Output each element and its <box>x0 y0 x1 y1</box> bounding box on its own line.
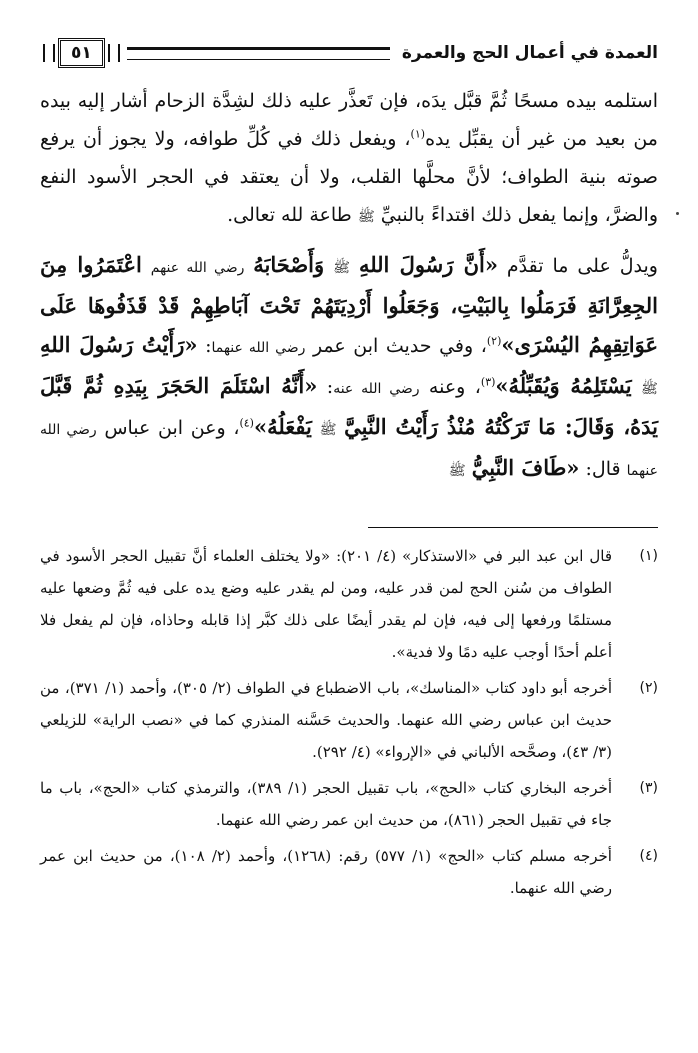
book-title: العمدة في أعمال الحج والعمرة <box>401 43 658 63</box>
paragraph-1 <box>40 82 658 236</box>
main-text <box>40 82 658 490</box>
running-header <box>40 38 658 68</box>
footnote-text: قال ابن عبد البر في «الاستذكار» (٤/ ٢٠١): «ولا يختلف العلماء أنَّ تقبيل الحجر الأسود في الطواف من سُنن الحج لمن قدر عليه، ومن لم يقدر عليه وضع يده على فيه ثُمَّ وضعها عليه مستلمًا ورفعها إلى فيه، فإن لم يقدر أيضًا على ذلك كبَّر إذا قابله وحاذاه، فإن لم يفعل فلا أعلم أحدًا أوجب عليه دمًا ولا فدية». <box>40 547 612 661</box>
footnote-number: (١) <box>639 548 658 564</box>
text-run: ، وفي حديث ابن عمر <box>312 335 487 357</box>
header-ornament <box>108 44 120 62</box>
text-run: طاعة لله تعالى. <box>227 204 352 226</box>
footnote-divider <box>368 527 658 528</box>
page-number: ٥١ <box>58 38 105 68</box>
salla-honorific: ﷺ <box>641 381 658 397</box>
hadith-quote: «رَأَيْتُ رَسُولَ اللهِ <box>40 332 198 357</box>
hadith-quote: اعْتَمَرُوا مِنَ الجِعِرَّانَةِ فَرَمَلُوا بِالبَيْتِ، وَجَعَلُوا أَرْدِيَتَهُمْ تَحْتَ آبَاطِهِمْ قَدْ قَذَفُوهَا عَلَى عَوَاتِقِهِمُ اليُسْرَى» <box>40 252 658 357</box>
radi-honorific: رضي الله عنهما <box>211 340 306 356</box>
hadith-quote: «أَنَّ رَسُولَ اللهِ <box>358 252 498 277</box>
footnote-2 <box>40 672 658 768</box>
footnote-number: (٤) <box>639 848 658 864</box>
footnote-1 <box>40 540 658 668</box>
text-run: قال: <box>585 458 621 480</box>
hadith-quote: «طَافَ النَّبِيُّ <box>471 455 580 480</box>
footnote-text: أخرجه أبو داود كتاب «المناسك»، باب الاضطباع في الطواف (٢/ ٣٠٥)، وأحمد (١/ ٣٧١)، من حديث ابن عباس رضي الله عنهما. والحديث حَسَّنه المنذري كما في «نصب الراية» للزيلعي (٣/ ٤٣)، وصحَّحه الألباني في «الإرواء» (٤/ ٢٩٢). <box>40 679 613 761</box>
hadith-quote: «أَنَّهُ اسْتَلَمَ الحَجَرَ بِيَدِهِ ثُمَّ قَبَّلَ يَدَهُ، وَقَالَ: مَا تَرَكْتُهُ مُنْذُ رَأَيْتُ النَّبِيَّ <box>40 373 659 439</box>
radi-honorific: رضي الله عنهما <box>40 422 658 479</box>
text-run: ، وعنه <box>428 376 481 398</box>
header-rule <box>127 47 390 60</box>
text-run: ، ويفعل ذلك في كُلِّ طوافه، ولا يجوز أن يرفع صوته بنية الطواف؛ لأنَّ محلَّها القلب، ولا أن يعتقد في الحجر الأسود النفع والضرَّ، وإنما يفعل ذلك اقتداءً بالنبيِّ <box>40 128 658 226</box>
text-run: ، وعن ابن عباس <box>104 417 240 439</box>
salla-honorific: ﷺ <box>333 260 351 276</box>
text-run: : <box>205 335 212 357</box>
hadith-quote: يَسْتَلِمُهُ وَيُقَبِّلُهُ» <box>495 373 632 398</box>
text-run: ويدلُّ على ما تقدَّم <box>506 255 658 277</box>
footnote-text: أخرجه البخاري كتاب «الحج»، باب تقبيل الحجر (١/ ٣٨٩)، والترمذي كتاب «الحج»، باب ما جاء في تقبيل الحجر (٨٦١)، من حديث ابن عمر رضي الله عنهما. <box>40 779 612 829</box>
footnote-text: أخرجه مسلم كتاب «الحج» (١/ ٥٧٧) رقم: (١٢٦٨)، وأحمد (٢/ ١٠٨)، من حديث ابن عمر رضي الله عنهما. <box>40 847 612 897</box>
footnote-4 <box>40 840 658 904</box>
footnote-3 <box>40 772 658 836</box>
radi-honorific: رضي الله عنه <box>333 381 420 397</box>
footnote-ref[interactable]: (٢) <box>486 334 502 348</box>
salla-honorific: ﷺ <box>319 422 337 438</box>
footnote-number: (٢) <box>639 680 658 696</box>
salla-honorific: ﷺ <box>448 463 466 479</box>
text-run: : <box>326 376 334 398</box>
footnote-ref[interactable]: (٣) <box>480 375 496 389</box>
paragraph-2 <box>40 246 658 490</box>
hadith-quote: يَفْعَلُهُ» <box>253 414 312 439</box>
scan-speck <box>676 212 679 215</box>
radi-honorific: رضي الله عنهم <box>150 260 245 276</box>
footnote-ref[interactable]: (١) <box>410 127 426 141</box>
footnote-number: (٣) <box>639 780 658 796</box>
header-ornament <box>43 44 55 62</box>
footnote-ref[interactable]: (٤) <box>239 416 254 430</box>
hadith-quote: وَأَصْحَابَهُ <box>253 252 325 277</box>
text-run: استلمه بيده مسحًا ثُمَّ قبَّل يدَه، فإن تَعذَّر عليه ذلك لشِدَّة الزحام أشار إليه بيده من بعيد من غير أن يقبِّل يده <box>40 90 658 150</box>
salla-honorific: ﷺ <box>357 209 375 225</box>
footnotes <box>40 540 658 908</box>
